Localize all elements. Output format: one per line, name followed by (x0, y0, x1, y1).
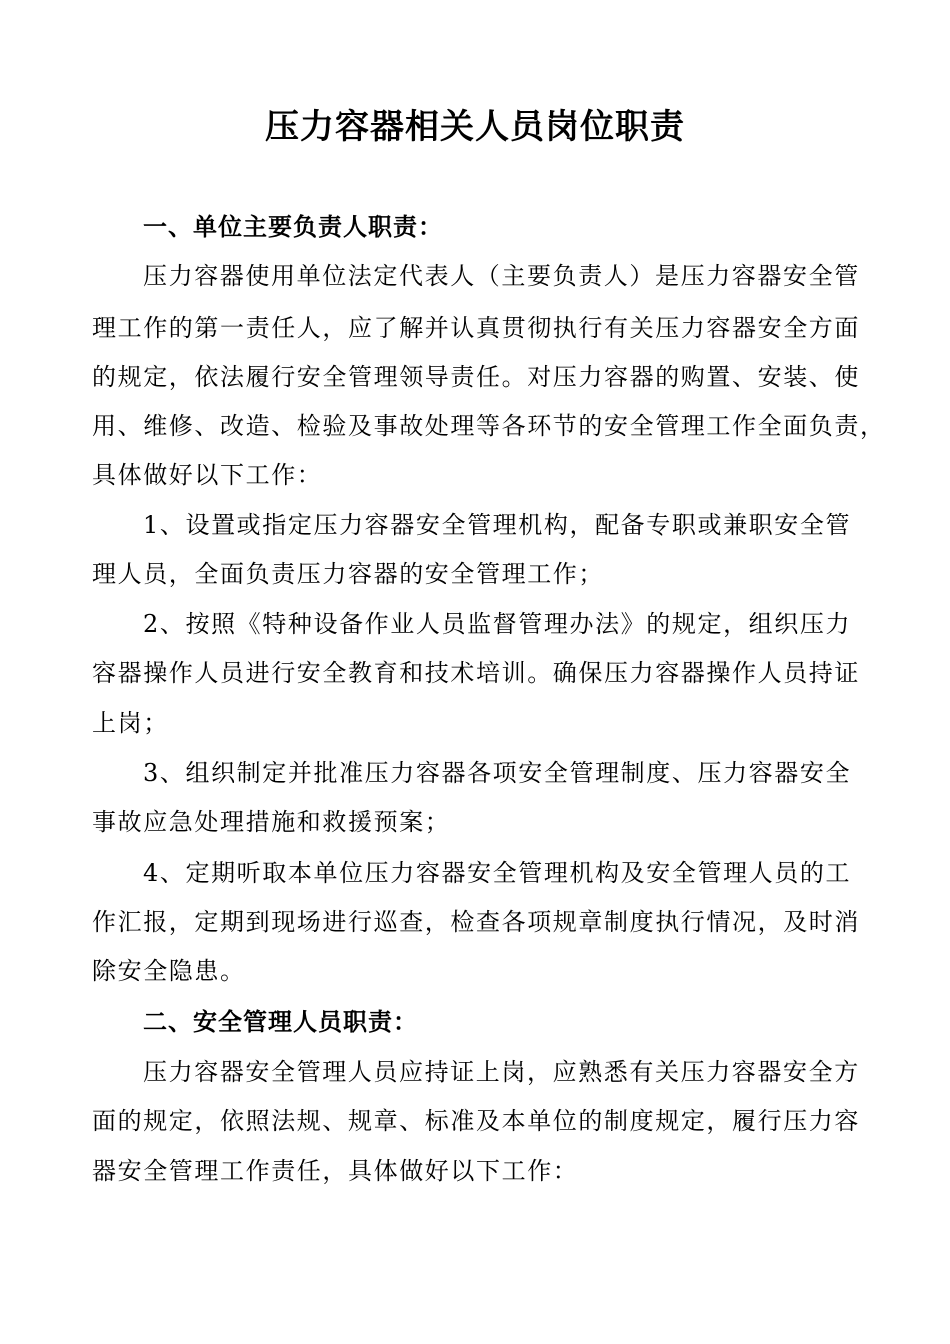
list-item-line: 4、定期听取本单位压力容器安全管理机构及安全管理人员的工 (143, 859, 852, 887)
section2-intro-line: 压力容器安全管理人员应持证上岗，应熟悉有关压力容器安全方 (143, 1058, 860, 1086)
section1-intro-line: 用、维修、改造、检验及事故处理等各环节的安全管理工作全面负责， (92, 412, 886, 440)
list-item-line: 2、按照《特种设备作业人员监督管理办法》的规定，组织压力 (143, 610, 852, 638)
list-item-line: 理人员，全面负责压力容器的安全管理工作； (92, 560, 604, 588)
list-item-line: 3、组织制定并批准压力容器各项安全管理制度、压力容器安全 (143, 759, 852, 787)
section2-intro-line: 面的规定，依照法规、规章、标准及本单位的制度规定，履行压力容 (92, 1107, 860, 1135)
list-item-line: 事故应急处理措施和救援预案； (92, 808, 451, 836)
section1-intro-line: 的规定，依法履行安全管理领导责任。对压力容器的购置、安装、使 (92, 363, 860, 391)
list-item-line: 容器操作人员进行安全教育和技术培训。确保压力容器操作人员持证 (92, 659, 860, 687)
list-item-line: 作汇报，定期到现场进行巡查，检查各项规章制度执行情况，及时消 (92, 908, 860, 936)
list-item-line: 1、设置或指定压力容器安全管理机构，配备专职或兼职安全管 (143, 511, 852, 539)
section2-intro-line: 器安全管理工作责任，具体做好以下工作： (92, 1157, 579, 1185)
section1-intro-line: 理工作的第一责任人，应了解并认真贯彻执行有关压力容器安全方面 (92, 314, 860, 342)
section1-heading: 一、单位主要负责人职责： (143, 213, 443, 241)
document-title: 压力容器相关人员岗位职责 (265, 107, 685, 147)
list-item-line: 上岗； (92, 709, 169, 737)
list-item-line: 除安全隐患。 (92, 957, 246, 985)
section1-intro-line: 压力容器使用单位法定代表人（主要负责人）是压力容器安全管 (143, 262, 860, 290)
section1-intro-line: 具体做好以下工作： (92, 461, 323, 489)
section2-heading: 二、安全管理人员职责： (143, 1008, 418, 1036)
